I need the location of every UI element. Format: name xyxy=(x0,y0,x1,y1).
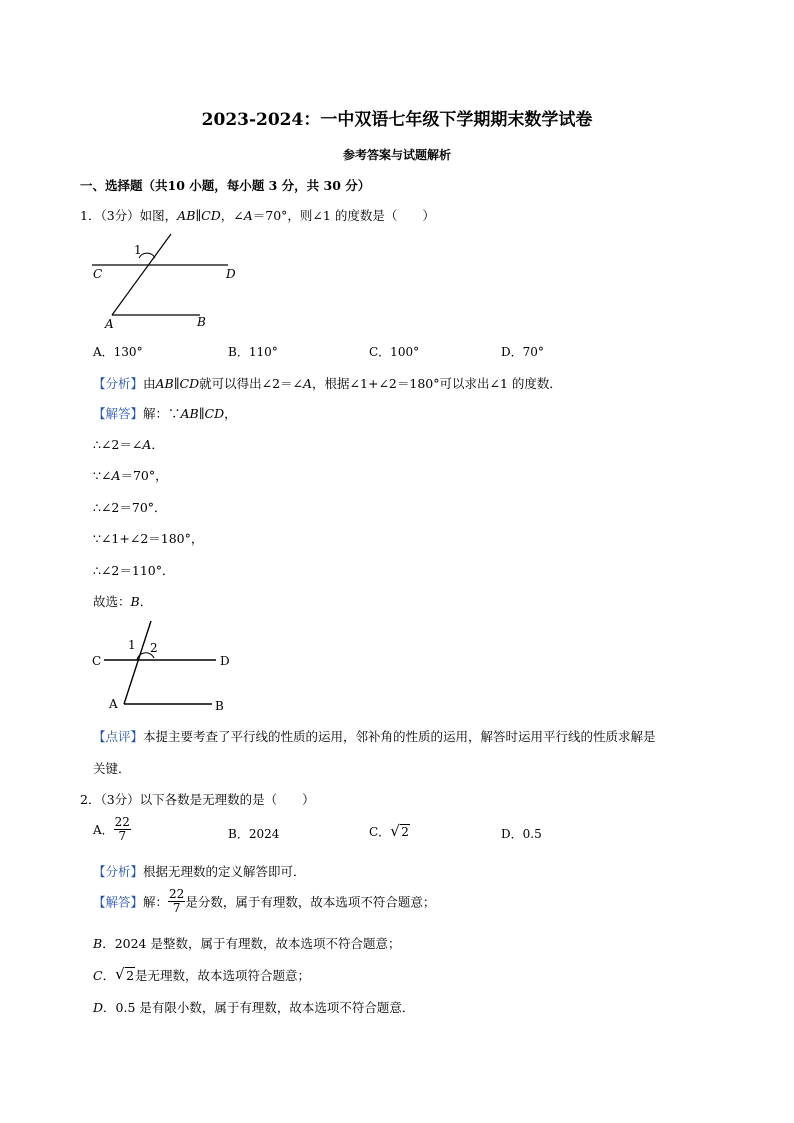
stem-math: A xyxy=(243,208,253,223)
option-b: B．2024 xyxy=(228,827,280,841)
question-1-figure xyxy=(88,230,248,332)
step-text: ∴∠2＝∠ xyxy=(93,437,143,452)
radicand: 2 xyxy=(401,825,409,839)
analysis-math: AB∥CD xyxy=(155,376,200,391)
option-c: C．100° xyxy=(369,345,420,359)
question-number: 1． xyxy=(80,208,101,223)
point-d-label: D xyxy=(220,654,230,668)
solution-step-5 xyxy=(93,561,175,579)
solution-text: 解： xyxy=(143,894,169,910)
solution-text: ． xyxy=(102,968,116,983)
question-score: （3分） xyxy=(100,208,140,223)
analysis-math: A xyxy=(303,376,313,391)
analysis-tag: 【分析】 xyxy=(93,376,144,391)
radical-sign: √ xyxy=(115,965,125,983)
point-c-label: C xyxy=(93,267,103,281)
question-1-stem xyxy=(80,206,435,224)
option-a: A．130° xyxy=(93,345,143,359)
option-label: A． xyxy=(93,823,114,837)
choice-text: 故选： xyxy=(93,594,131,609)
comment-tag: 【点评】 xyxy=(93,729,144,744)
solution-text: 是分数，属于有理数，故本选项不符合题意； xyxy=(185,894,436,910)
point-a-label: A xyxy=(105,317,114,331)
solution-text: 解：∵ xyxy=(143,406,181,421)
step-math: A xyxy=(142,437,152,452)
comment-text: 本提主要考查了平行线的性质的运用，邻补角的性质的运用，解答时运用平行线的性质求解是 xyxy=(143,729,656,744)
radical-sign: √ xyxy=(390,822,400,840)
square-root xyxy=(390,822,410,840)
section-heading: 一、选择题（共10 小题，每小题 3 分，共 30 分） xyxy=(80,178,371,193)
angle-1-label: 1 xyxy=(128,638,136,652)
option-d: D．70° xyxy=(501,345,544,359)
step-text: ∴∠2＝70°． xyxy=(93,500,167,515)
step-math: A xyxy=(111,468,121,483)
option-letter: C xyxy=(93,968,103,983)
angle-1-label: 1 xyxy=(134,243,142,257)
option-a xyxy=(93,816,131,843)
angle-2-label: 2 xyxy=(150,641,158,655)
option-label: C． xyxy=(369,825,391,839)
solution-tag: 【解答】 xyxy=(93,406,144,421)
fraction xyxy=(168,888,185,915)
denominator: 7 xyxy=(172,901,181,915)
stem-math: AB∥CD xyxy=(177,208,221,223)
step-text: ＝70°， xyxy=(120,468,168,483)
numerator: 22 xyxy=(169,887,185,901)
solution-2-head xyxy=(93,888,435,915)
page-subtitle: 参考答案与试题解析 xyxy=(342,148,451,162)
analysis-text: 根据无理数的定义解答即可． xyxy=(143,864,306,879)
analysis-2 xyxy=(93,862,306,880)
solution-text: ．2024 是整数，属于有理数，故本选项不符合题意； xyxy=(102,936,401,951)
comment-1-cont: 关键． xyxy=(93,761,131,776)
solution-2-line-d xyxy=(93,998,414,1016)
option-d: D．0.5 xyxy=(501,827,542,841)
analysis-tag: 【分析】 xyxy=(93,864,144,879)
stem-text: ＝70°，则∠1 的度数是（ ） xyxy=(252,208,435,223)
solution-text: ．0.5 是有限小数，属于有理数，故本选项不符合题意． xyxy=(103,1000,415,1015)
question-2-stem xyxy=(80,790,315,808)
stem-text: ，∠ xyxy=(220,208,244,223)
point-a-label: A xyxy=(109,697,118,711)
point-b-label: B xyxy=(197,315,206,329)
solution-text: 是无理数，故本选项符合题意； xyxy=(135,968,311,983)
page-title: 2023-2024：一中双语七年级下学期期末数学试卷 xyxy=(201,110,593,130)
solution-step-3 xyxy=(93,498,167,516)
option-b: B．110° xyxy=(228,345,278,359)
solution-step-2 xyxy=(93,466,168,484)
point-b-label: B xyxy=(215,699,224,713)
analysis-text: 就可以得出∠2＝∠ xyxy=(199,376,304,391)
numerator: 22 xyxy=(114,815,130,829)
step-text: ∴∠2＝110°． xyxy=(93,563,175,578)
question-score: （3分） xyxy=(100,792,140,807)
solution-2-line-c xyxy=(93,966,310,984)
point-d-label: D xyxy=(226,267,236,281)
solution-step-4 xyxy=(93,529,203,547)
analysis-text: 由 xyxy=(143,376,156,391)
stem-text: 以下各数是无理数的是（ ） xyxy=(139,792,315,807)
choice-answer: B xyxy=(130,594,140,609)
solution-tag: 【解答】 xyxy=(93,894,144,910)
question-number: 2． xyxy=(80,792,101,807)
stem-text: 如图， xyxy=(139,208,178,223)
solution-2-line-b xyxy=(93,934,400,952)
fraction xyxy=(114,816,131,843)
solution-step-1 xyxy=(93,435,164,453)
solution-text: ， xyxy=(224,406,237,421)
solution-1-figure xyxy=(88,618,248,714)
denominator: 7 xyxy=(118,829,127,843)
step-text: ∵∠1+∠2＝180°， xyxy=(93,531,204,546)
option-letter: B xyxy=(93,936,103,951)
point-c-label: C xyxy=(92,654,102,668)
analysis-1 xyxy=(93,374,562,392)
comment-1 xyxy=(93,727,656,745)
solution-1-head xyxy=(93,404,237,422)
choice-1 xyxy=(93,592,152,610)
transversal-line xyxy=(124,621,151,704)
choice-text: ． xyxy=(139,594,153,609)
option-letter: D xyxy=(93,1000,104,1015)
step-text: ． xyxy=(151,437,164,452)
option-c xyxy=(369,823,410,840)
solution-math: AB∥CD xyxy=(180,406,225,421)
analysis-text: ，根据∠1+∠2＝180°可以求出∠1 的度数． xyxy=(312,376,562,391)
square-root xyxy=(115,965,135,983)
radicand: 2 xyxy=(126,968,135,983)
step-text: ∵∠ xyxy=(93,468,112,483)
